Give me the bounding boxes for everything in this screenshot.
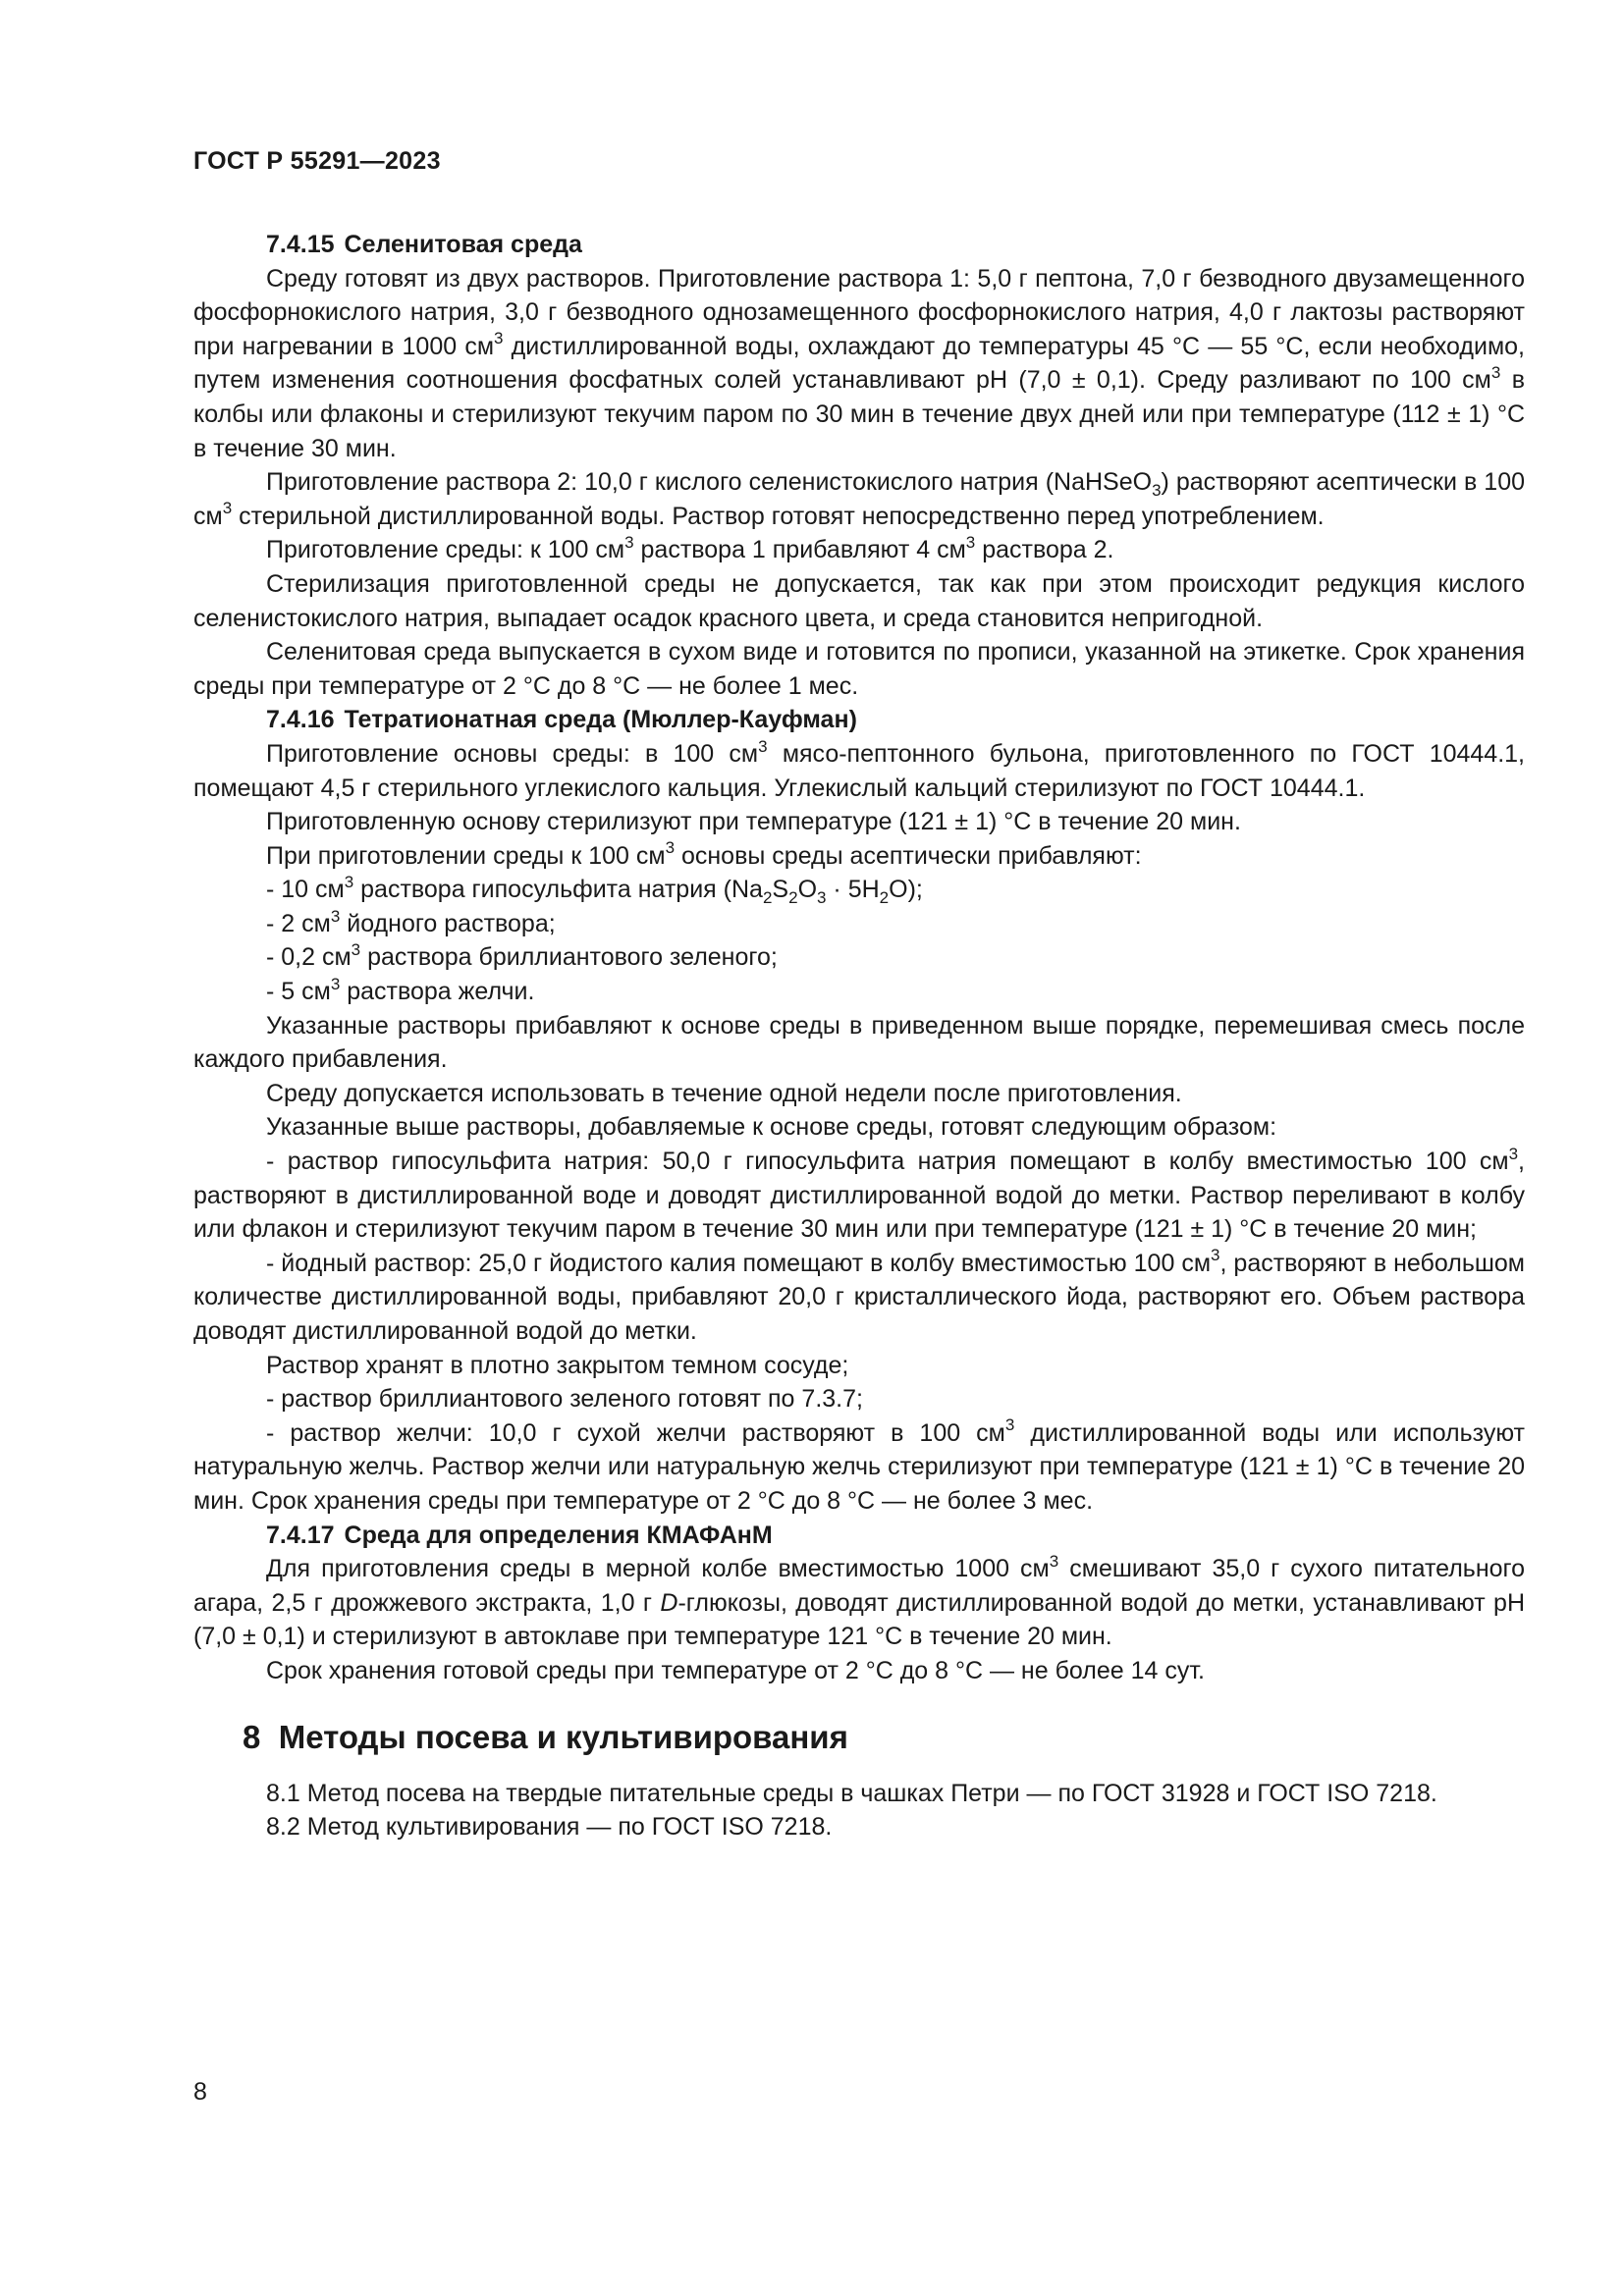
list-item: - 10 $см^3$ раствора гипосульфита натрия $(Na_2S_2O_3 \cdot 5H_2O)$; [266,872,923,908]
list-item: - 2 $см^3$ йодного раствора; [266,906,556,937]
paragraph: При приготовлении среды к 100 $см^3$ основы среды асептически прибавляют: [266,838,1142,870]
subsection-title: Тетратионатная среда (Мюллер-Кауфман) [344,706,857,734]
subsection-title: Среда для определения КМАФАнМ [344,1521,773,1549]
subsection-heading-7-4-15 [193,228,1525,262]
paragraph: Приготовленную основу стерилизуют при температуре (121 ± 1) °С в течение 20 мин. [266,808,1241,836]
subsection-heading-7-4-17 [193,1519,1525,1553]
page-number: 8 [193,2078,207,2106]
paragraph: 8.2 Метод культивирования — по ГОСТ ISO 7218. [266,1813,833,1842]
paragraph: Стерилизация приготовленной среды не допускается, так как при этом происходит редукция кислого селенистокислого натрия, выпадает осадок красного цвета, и среда становится непригодной. [193,569,1525,632]
paragraph: Приготовление среды: к 100 $см^3$ раствора 1 прибавляют 4 $см^3$ раствора 2. [266,533,1114,564]
paragraph: - раствор желчи: 10,0 г сухой желчи растворяют в 100 $см^3$ дистиллированной воды или используют натуральную желчь. Раствор желчи или натуральную желчь стерилизуют при температуре (121 ± 1) °С в течение 20 мин. Срок хранения среды при температуре от 2 °С до 8 °С — не более 3 мес. [193,1415,1525,1515]
paragraph: Раствор хранят в плотно закрытом темном сосуде; [266,1351,849,1379]
subsection-number: 7.4.15 [266,231,335,258]
paragraph: Для приготовления среды в мерной колбе вместимостью 1000 $см^3$ смешивают 35,0 г сухого питательного агара, 2,5 г дрожжевого экстракта, 1,0 г D-глюкозы, доводят дистиллированной водой до метки, устанавливают pH (7,0 ± 0,1) и стерилизуют в автоклаве при температуре 121 °С в течение 20 мин. [193,1551,1525,1651]
paragraph: - раствор гипосульфита натрия: 50,0 г гипосульфита натрия помещают в колбу вместимостью 100 $см^3$, растворяют в дистиллированной воде и доводят дистиллированной водой до метки. Раствор переливают в колбу или флакон и стерилизуют текучим паром в течение 30 мин или при температуре (121 ± 1) °С в течение 20 мин; [193,1144,1525,1244]
paragraph: - раствор бриллиантового зеленого готовят по 7.3.7; [266,1385,863,1414]
paragraph: Среду допускается использовать в течение одной недели после приготовления. [266,1079,1182,1107]
subsection-title: Селенитовая среда [344,231,582,258]
paragraph: Указанные выше растворы, добавляемые к основе среды, готовят следующим образом: [266,1113,1277,1142]
document-header: ГОСТ Р 55291—2023 [193,147,441,175]
page-content [193,228,1525,1844]
paragraph: - йодный раствор: 25,0 г йодистого калия помещают в колбу вместимостью 100 $см^3$, растворяют в небольшом количестве дистиллированной воды, прибавляют 20,0 г кристаллического йода, растворяют его. Объем раствора доводят дистиллированной водой до метки. [193,1246,1525,1345]
paragraph: Приготовление основы среды: в 100 $см^3$ мясо-пептонного бульона, приготовленного по ГОСТ 10444.1, помещают 4,5 г стерильного углекислого кальция. Углекислый кальций стерилизуют по ГОСТ 10444.1. [193,736,1526,802]
paragraph: Селенитовая среда выпускается в сухом виде и готовится по прописи, указанной на этикетке. Срок хранения среды при температуре от 2 °С до 8 °С — не более 1 мес. [193,638,1525,700]
subsection-number: 7.4.16 [266,706,335,734]
paragraph: 8.1 Метод посева на твердые питательные среды в чашках Петри — по ГОСТ 31928 и ГОСТ ISO 7218. [266,1779,1437,1807]
paragraph: Указанные растворы прибавляют к основе среды в приведенном выше порядке, перемешивая смесь после каждого прибавления. [193,1011,1525,1074]
paragraph: Среду готовят из двух растворов. Приготовление раствора 1: 5,0 г пептона, 7,0 г безводного двузамещенного фосфорнокислого натрия, 3,0 г безводного однозамещенного фосфорнокислого натрия, 4,0 г лактозы растворяют при нагревании в 1000 $см^3$ дистиллированной воды, охлаждают до температуры 45 °С — 55 °С, если необходимо, путем изменения соотношения фосфатных солей устанавливают pH (7,0 ± 0,1). Среду разливают по 100 $см^3$ в колбы или флаконы и стерилизуют текучим паром по 30 мин в течение двух дней или при температуре (112 ± 1) °С в течение 30 мин. [193,264,1525,462]
subsection-number: 7.4.17 [266,1521,335,1549]
list-item: - 5 $см^3$ раствора желчи. [266,974,535,1006]
paragraph: Приготовление раствора 2: 10,0 г кислого селенистокислого натрия (NaHSeO$_3$) растворяют асептически в 100 $см^3$ стерильной дистиллированной воды. Раствор готовят непосредственно перед употреблением. [193,468,1525,530]
section-heading-8 [193,1718,1525,1757]
paragraph: Срок хранения готовой среды при температуре от 2 °С до 8 °С — не более 14 сут. [266,1656,1205,1684]
list-item: - 0,2 $см^3$ раствора бриллиантового зеленого; [266,940,778,972]
subsection-heading-7-4-16 [193,703,1525,737]
section-number: 8 [243,1718,261,1755]
section-title: Методы посева и культивирования [278,1718,848,1755]
